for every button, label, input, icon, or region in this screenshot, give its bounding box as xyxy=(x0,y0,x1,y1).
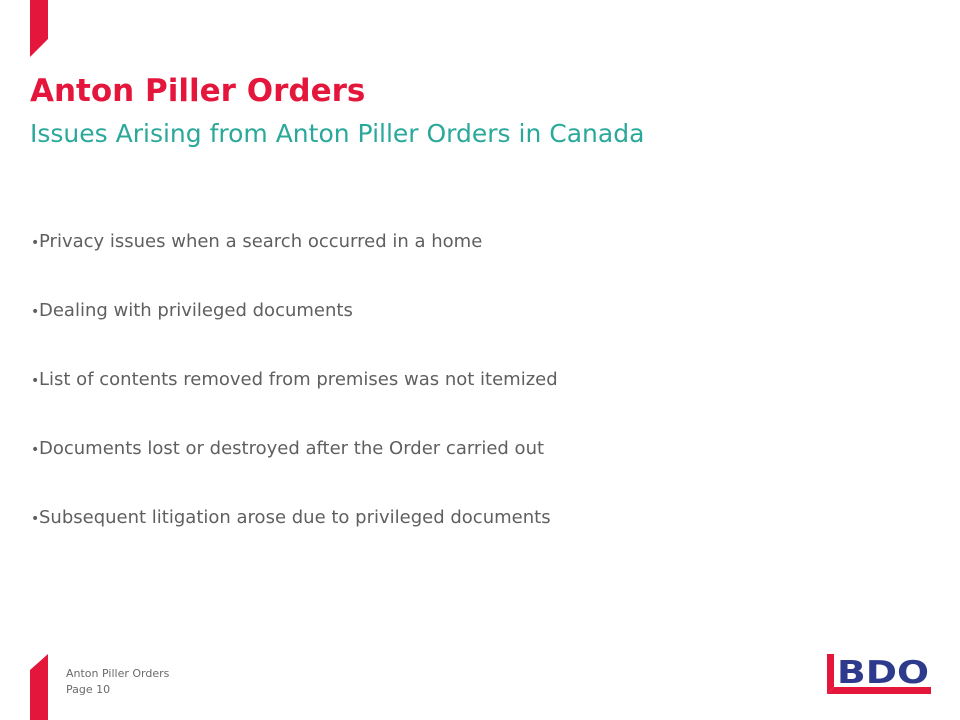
bullet-item xyxy=(31,505,558,574)
bullet-text: Privacy issues when a search occurred in a home xyxy=(39,231,483,252)
slide-subtitle: Issues Arising from Anton Piller Orders in Canada xyxy=(30,119,645,148)
footer xyxy=(66,666,169,698)
bdo-logo xyxy=(827,654,931,694)
bullet-item xyxy=(31,436,558,505)
bottom-accent-bar xyxy=(30,654,48,720)
bullet-item xyxy=(31,229,558,298)
page-number: Page 10 xyxy=(66,683,111,696)
bullet-item xyxy=(31,367,558,436)
bullet-text: Subsequent litigation arose due to privileged documents xyxy=(39,507,551,528)
bullet-text: List of contents removed from premises was not itemized xyxy=(39,369,558,390)
bullet-item xyxy=(31,298,558,367)
bullet-icon: • xyxy=(31,442,40,458)
bullet-icon: • xyxy=(31,373,40,389)
bullet-icon: • xyxy=(31,235,40,251)
bullet-list xyxy=(31,229,558,574)
bullet-text: Documents lost or destroyed after the Order carried out xyxy=(39,438,545,459)
bdo-logo-text: BDO xyxy=(837,655,929,691)
footer-section-label: Anton Piller Orders xyxy=(66,667,170,680)
bullet-icon: • xyxy=(31,511,40,527)
top-accent-bar xyxy=(30,0,48,57)
bullet-icon: • xyxy=(31,304,40,320)
bullet-text: Dealing with privileged documents xyxy=(39,300,353,321)
slide-title: Anton Piller Orders xyxy=(30,73,366,109)
